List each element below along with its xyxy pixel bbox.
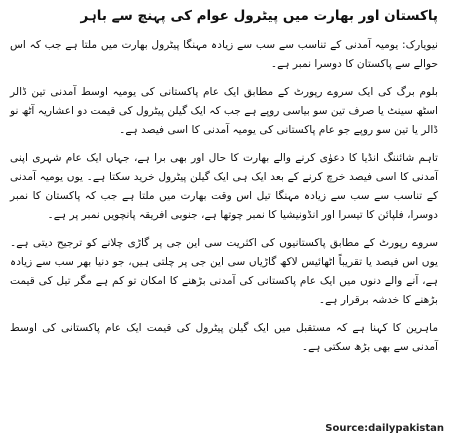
source-credit: Source:dailypakistan — [325, 423, 444, 434]
article-paragraph: نیویارک: یومیہ آمدنی کے تناسب سے سب سے زیادہ مہنگا پیٹرول بھارت میں ملتا ہے جب کہ اس حوالے سے پاکستان کا دوسرا نمبر ہے۔ — [10, 39, 438, 70]
article-paragraph: بلوم برگ کی ایک سروے رپورٹ کے مطابق ایک عام پاکستانی کی یومیہ اوسط آمدنی تین ڈالر اسٹھ سینٹ یا صرف تین سو بیاسی روپے ہے جب کہ ایک گیلن پیٹرول کی قیمت دو اعشاریہ آٹھ نو ڈالر یا تین سو روپے جو عام پاکستانی کی یومیہ آمدنی کا اسی فیصد ہے۔ — [10, 86, 438, 136]
article-paragraph: تاہم شائننگ انڈیا کا دعوٰی کرنے والے بھارت کا حال اور بھی برا ہے، جہاں ایک عام شہری اپنی آمدنی کا اسی فیصد خرچ کرنے کے بعد ایک ہی ایک گیلن پیٹرول خرید سکتا ہے۔ یوں یومیہ آمدنی کے تناسب سے سب سے زیادہ مہنگا تیل اس وقت بھارت میں ملتا ہے جب کہ پاکستان کا نمبر دوسرا، فلپائن کا تیسرا اور انڈونیشیا کا نمبر چوتھا ہے، جنوبی افریقہ پانچویں نمبر پر ہے۔ — [10, 152, 438, 221]
article-headline: پاکستان اور بھارت میں پیٹرول عوام کی پہنچ سے باہر — [80, 8, 438, 24]
article-paragraph: ماہرین کا کہنا ہے کہ مستقبل میں ایک گیلن پیٹرول کی قیمت ایک عام پاکستانی کی اوسط آمدنی سے بھی بڑھ سکتی ہے۔ — [10, 322, 438, 353]
article-paragraph: سروے رپورٹ کے مطابق پاکستانیوں کی اکثریت سی این جی پر گاڑی چلانے کو ترجیح دیتی ہے۔ یوں اس فیصد یا تقریباً اٹھائیس لاکھ گاڑیاں سی این جی پر چلتی ہیں، جو دنیا بھر سب سے زیادہ ہے، آنے والے دنوں میں ایک عام پاکستانی کی آمدنی بڑھنے کا امکان تو کم ہے مگر تیل کی قیمت بڑھنے کا خدشہ برقرار ہے۔ — [10, 237, 438, 306]
